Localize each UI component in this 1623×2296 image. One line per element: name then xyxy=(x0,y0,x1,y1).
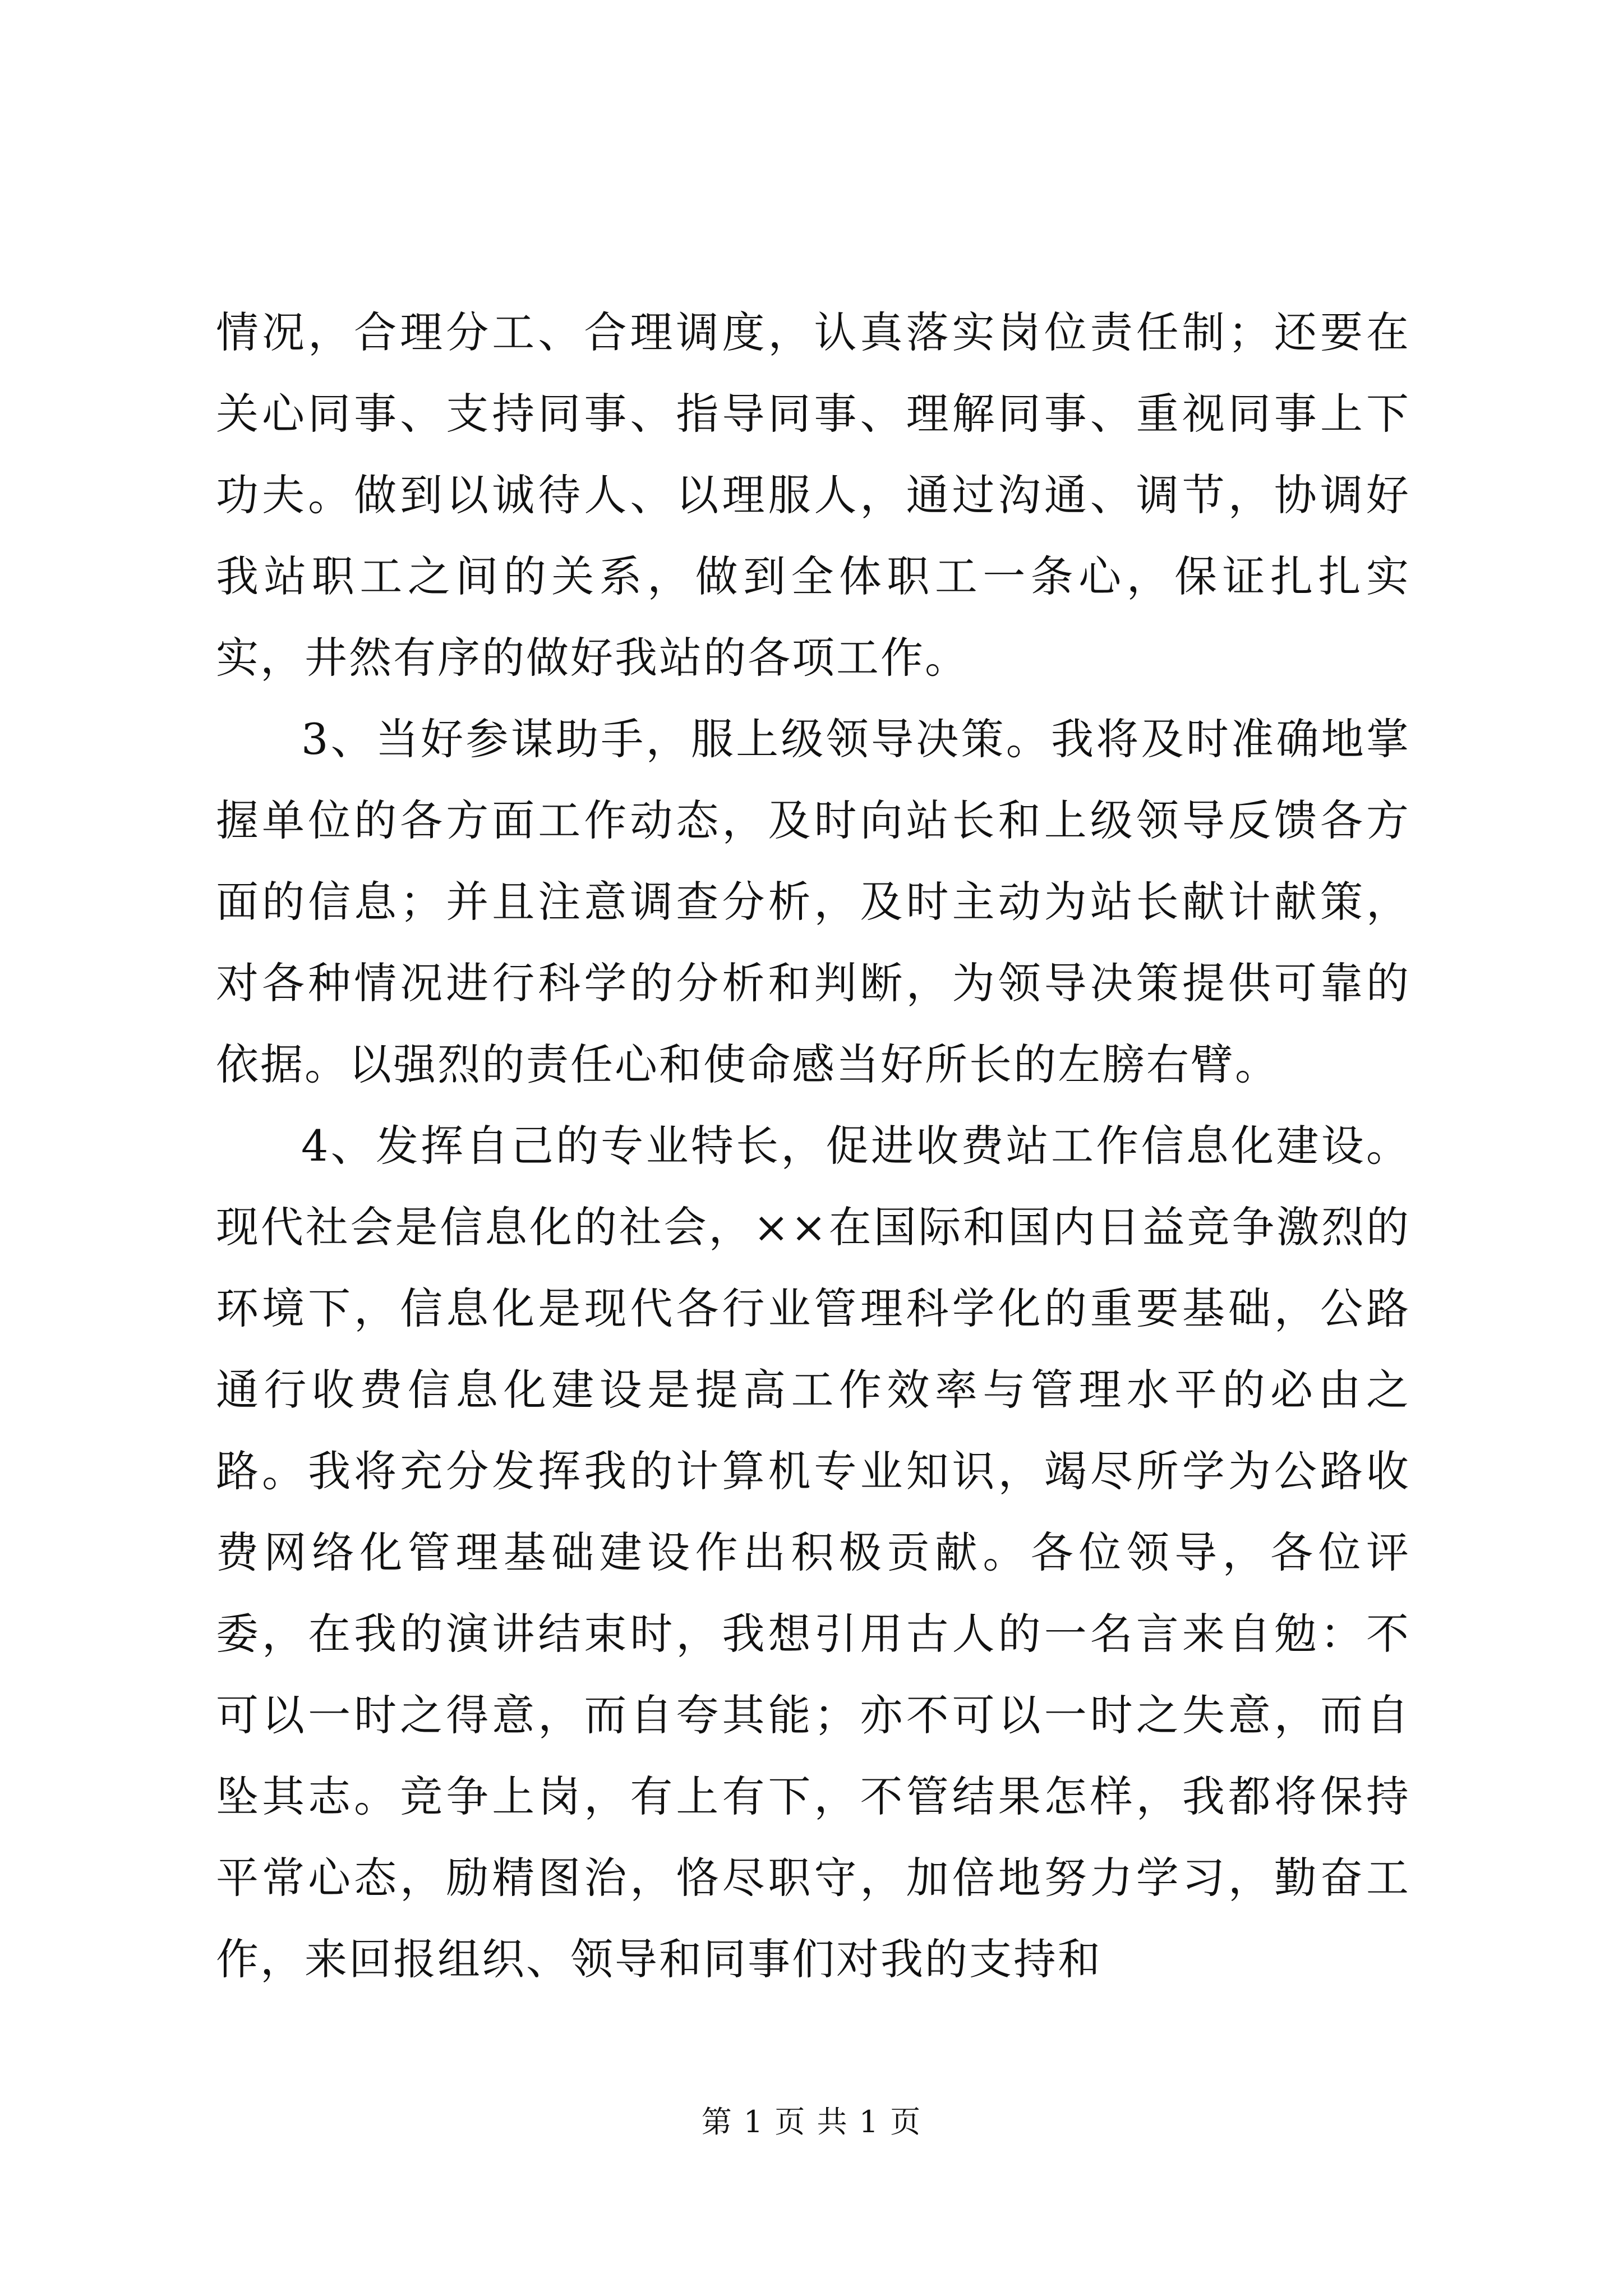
document-body xyxy=(216,292,1410,2000)
page-footer: 第 1 页 共 1 页 xyxy=(701,2104,922,2139)
paragraph-3: 4、发挥自己的专业特长，促进收费站工作信息化建设。现代社会是信息化的社会，××在国际和国内日益竞争激烈的环境下，信息化是现代各行业管理科学化的重要基础，公路通行收费信息化建设是提高工作效率与管理水平的必由之路。我将充分发挥我的计算机专业知识，竭尽所学为公路收费网络化管理基础建设作出积极贡献。各位领导，各位评委，在我的演讲结束时，我想引用古人的一名言来自勉：不可以一时之得意，而自夸其能；亦不可以一时之失意，而自坠其志。竞争上岗，有上有下，不管结果怎样，我都将保持平常心态，励精图治，恪尽职守，加倍地努力学习，勤奋工作，来回报组织、领导和同事们对我的支持和 xyxy=(216,1121,1410,1984)
paragraph-1: 情况，合理分工、合理调度，认真落实岗位责任制；还要在关心同事、支持同事、指导同事、理解同事、重视同事上下功夫。做到以诚待人、以理服人，通过沟通、调节，协调好我站职工之间的关系，做到全体职工一条心，保证扎扎实实，井然有序的做好我站的各项工作。 xyxy=(216,307,1410,683)
paragraph-2: 3、当好参谋助手，服上级领导决策。我将及时准确地掌握单位的各方面工作动态，及时向站长和上级领导反馈各方面的信息；并且注意调查分析，及时主动为站长献计献策，对各种情况进行科学的分析和判断，为领导决策提供可靠的依据。以强烈的责任心和使命感当好所长的左膀右臂。 xyxy=(216,714,1410,1089)
